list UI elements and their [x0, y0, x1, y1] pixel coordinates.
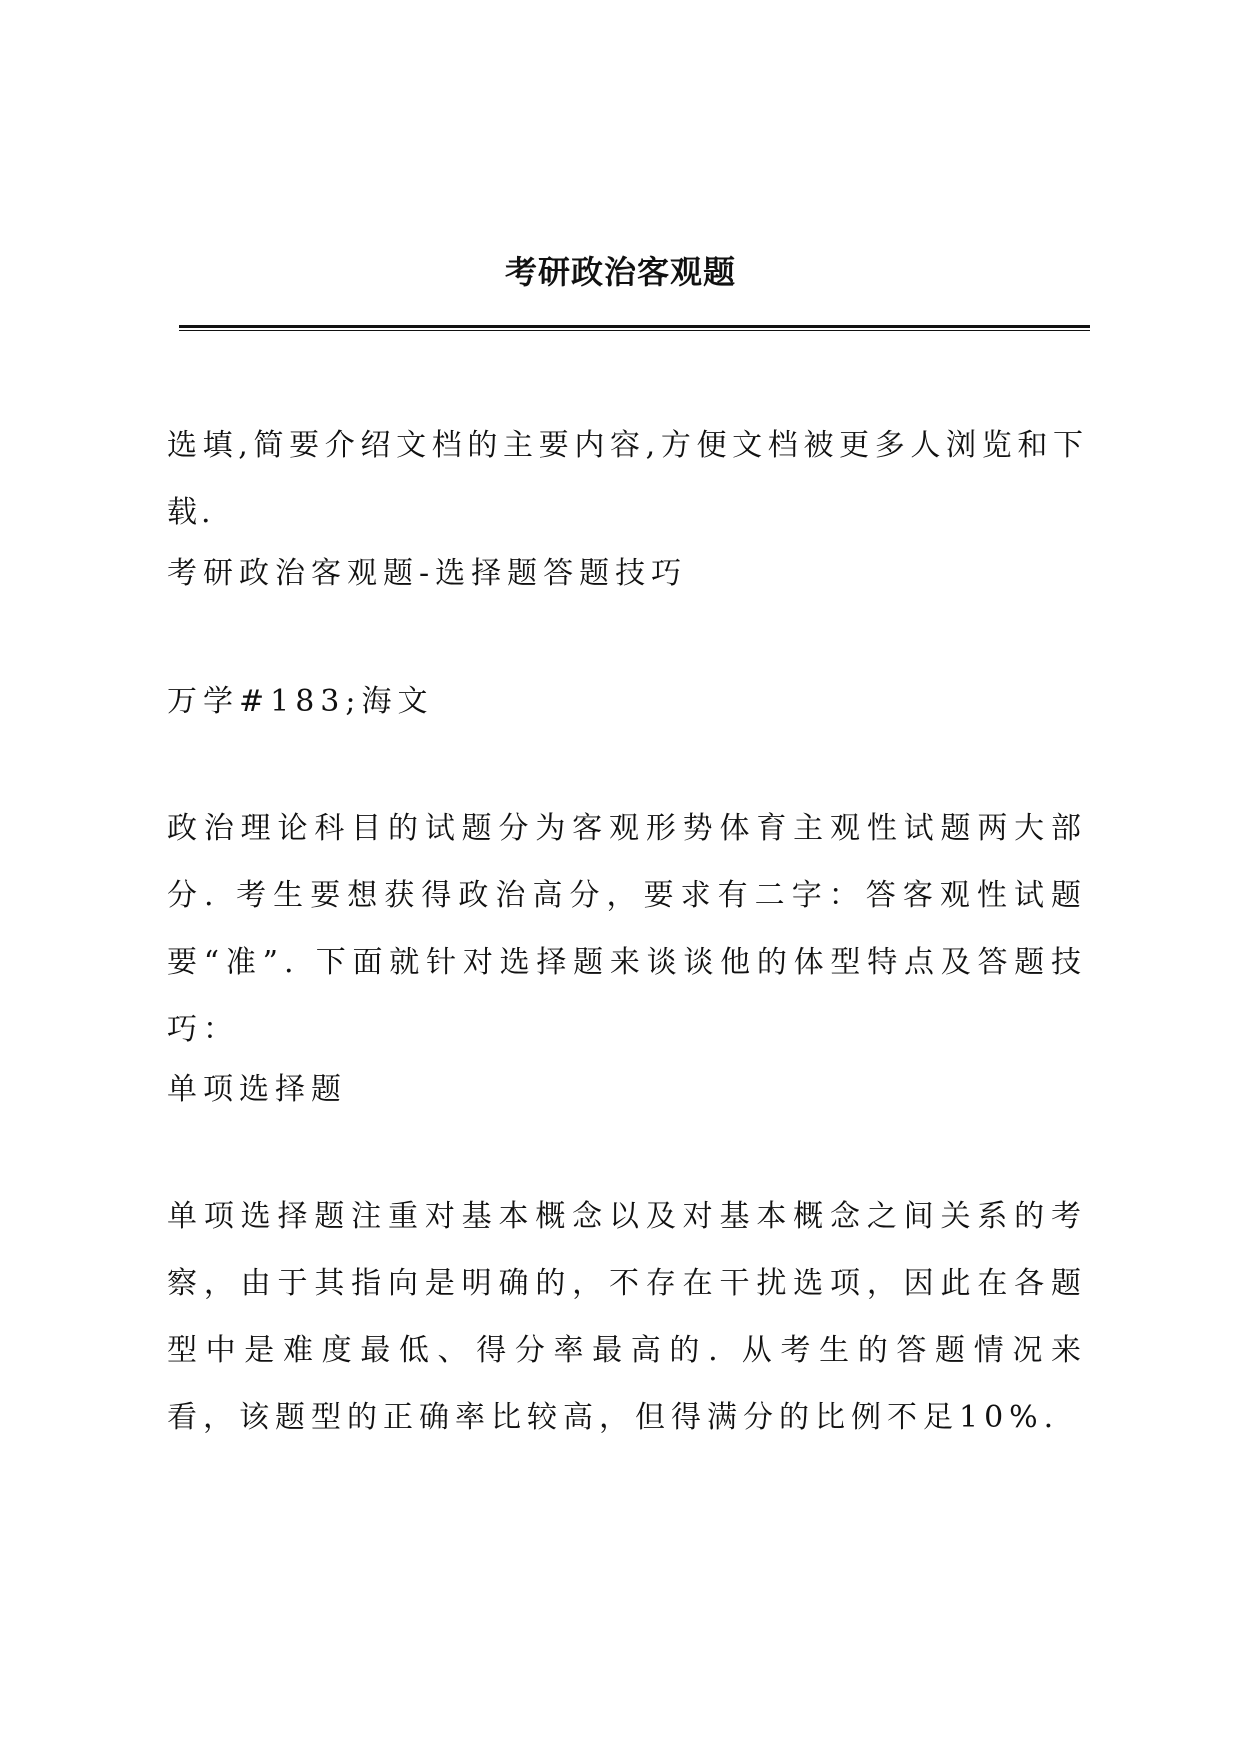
author-line: 万学#183;海文 — [167, 684, 434, 719]
title-divider — [179, 325, 1090, 331]
section-heading: 单项选择题 — [167, 1072, 347, 1107]
document-title: 考研政治客观题 — [504, 253, 736, 291]
intro-paragraph: 政治理论科目的试题分为客观形势体育主观性试题两大部分. 考生要想获得政治高分，要求有二字：答客观性试题要“准”. 下面就针对选择题来谈谈他的体型特点及答题技巧： — [167, 811, 1087, 1047]
subtitle-line: 考研政治客观题-选择题答题技巧 — [167, 556, 688, 591]
single-choice-paragraph: 单项选择题注重对基本概念以及对基本概念之间关系的考察，由于其指向是明确的，不存在干扰选项，因此在各题型中是难度最低、得分率最高的. 从考生的答题情况来看，该题型的正确率比较高，但得满分的比例不足10%. — [167, 1199, 1087, 1435]
summary-paragraph: 选填,简要介绍文档的主要内容,方便文档被更多人浏览和下载. — [167, 428, 1087, 530]
